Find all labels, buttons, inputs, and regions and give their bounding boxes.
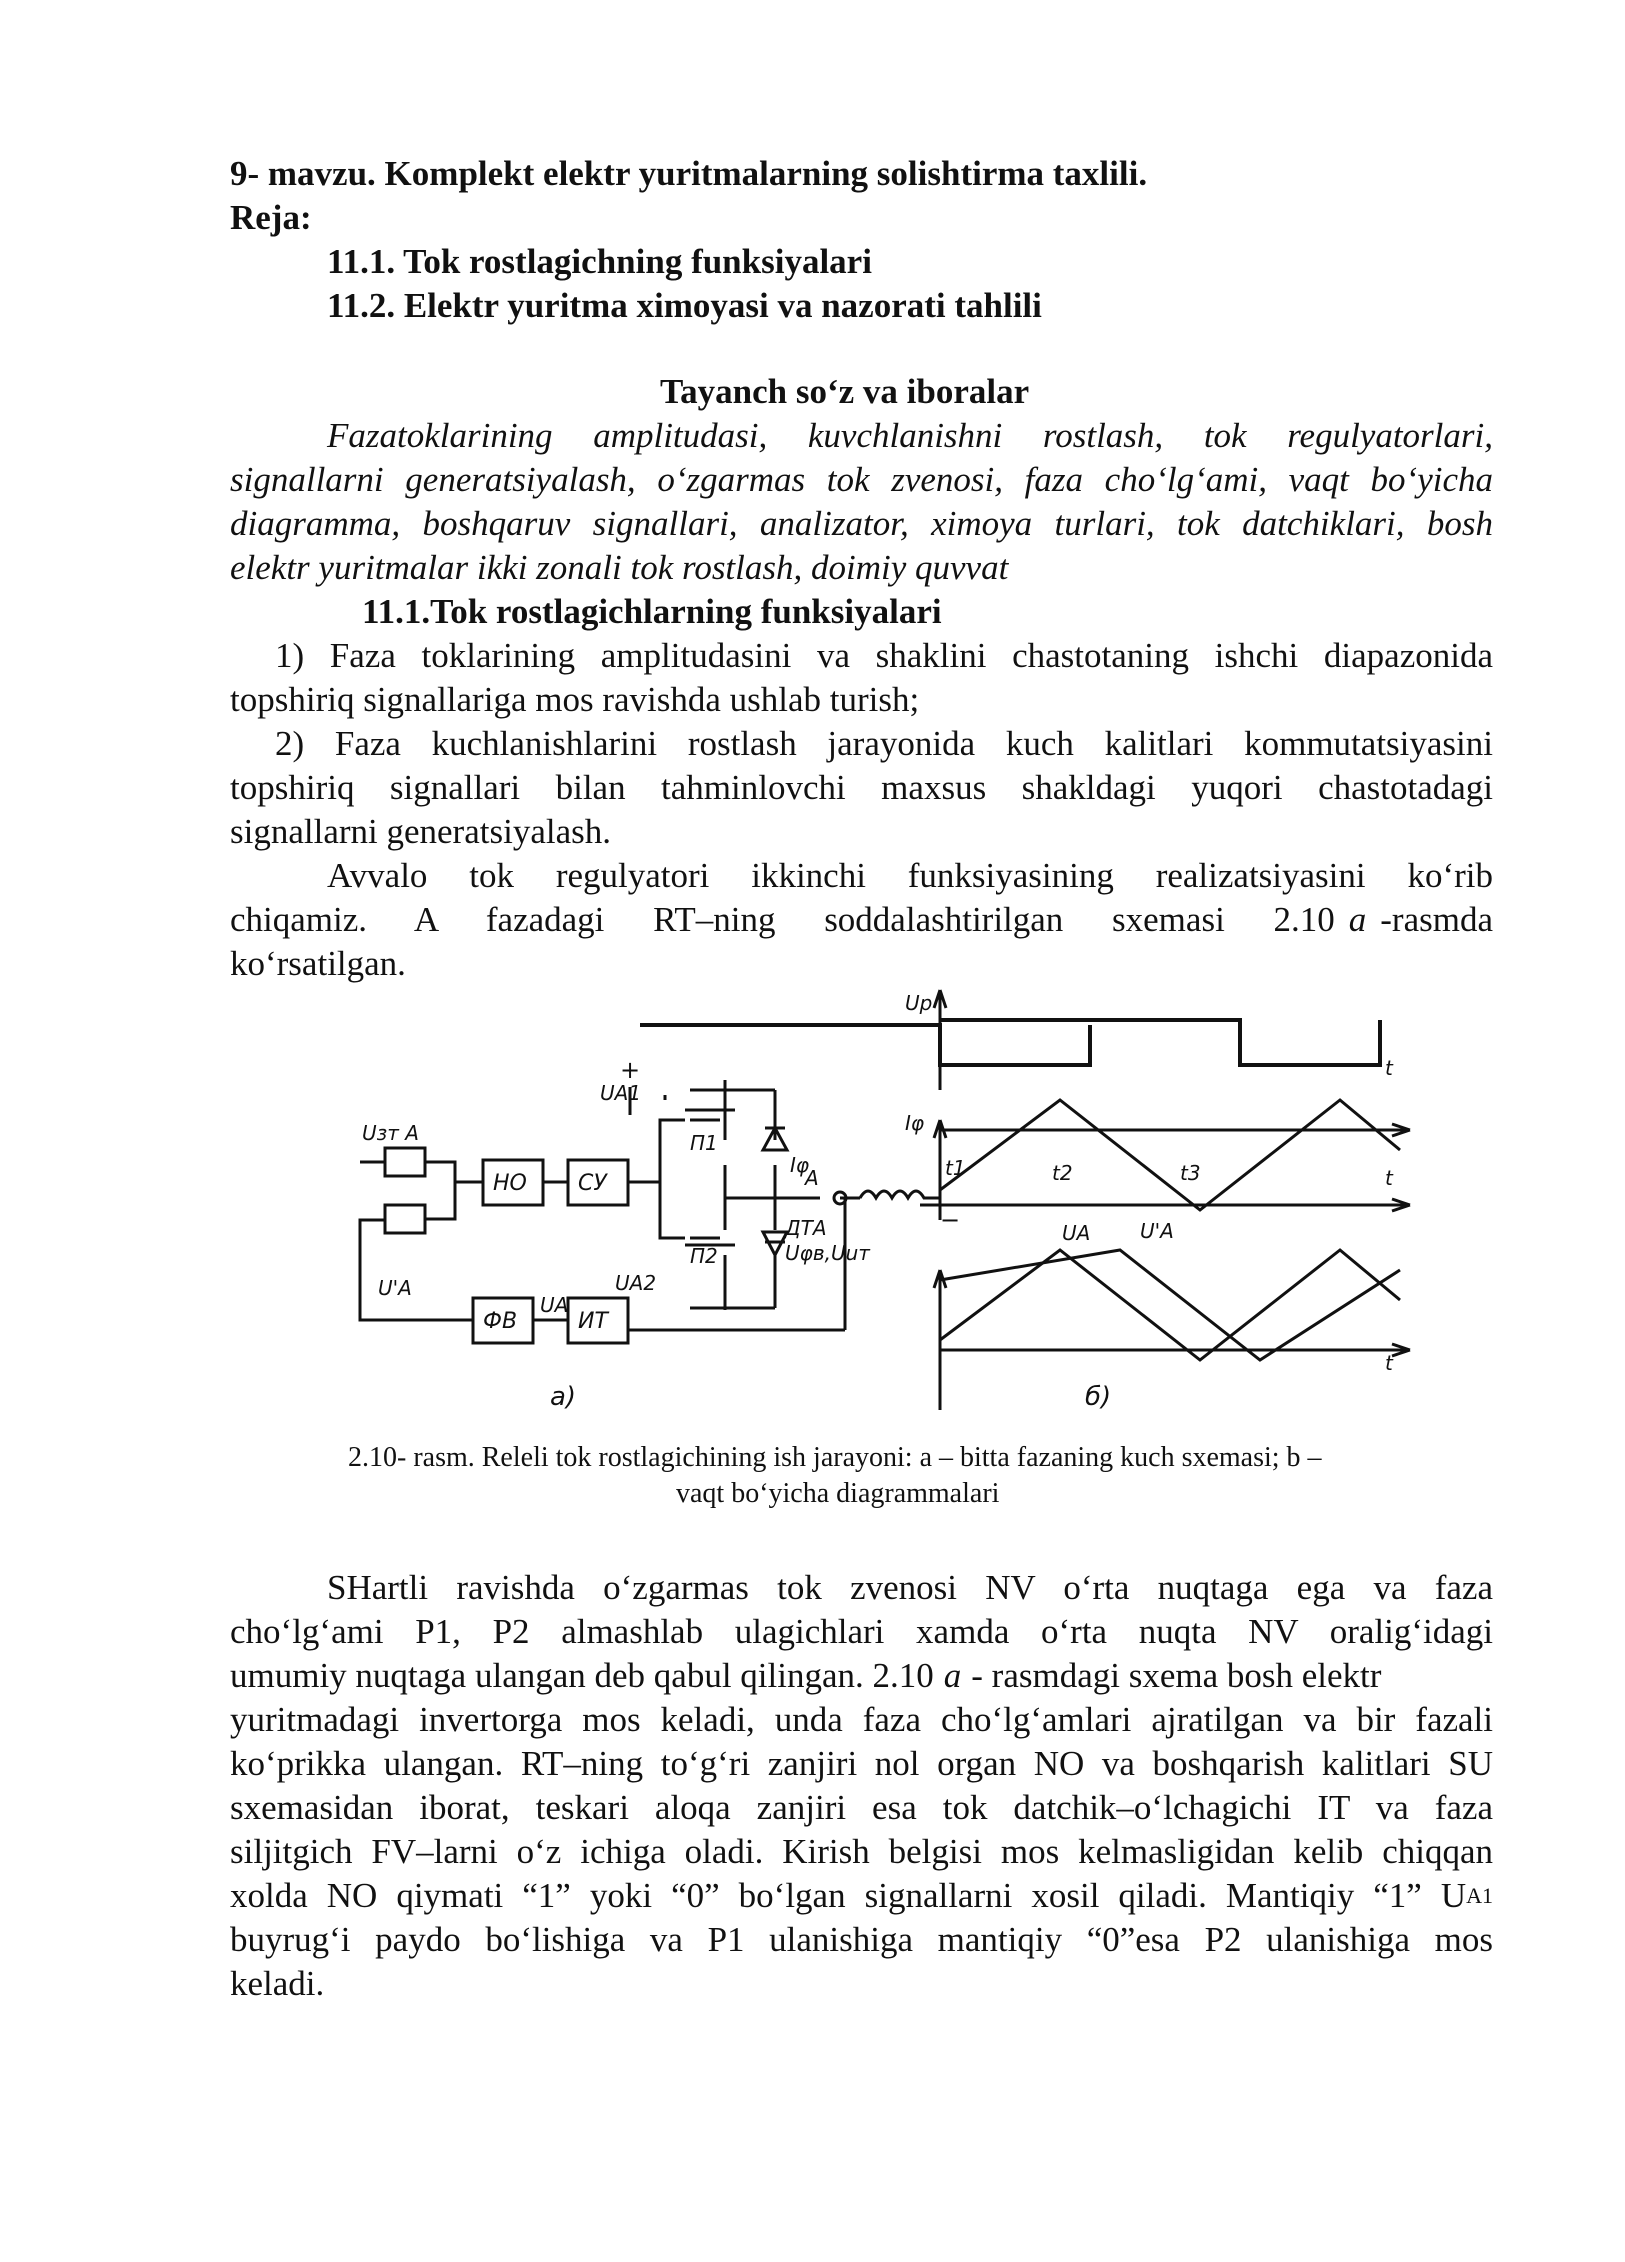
section-line: Avvalo tok regulyatori ikkinchi funksiyasining realizatsiyasini ko‘rib xyxy=(327,856,1493,895)
keywords-title: Tayanch so‘z va iboralar xyxy=(660,372,1030,411)
section-line: topshiriq signallari bilan tahminlovchi maxsus shakldagi yuqori chastotadagi xyxy=(230,768,1493,807)
section-line: 2) Faza kuchlanishlarini rostlash jarayonida kuch kalitlari kommutatsiyasini xyxy=(275,724,1493,763)
body-line: sxemasidan iborat, teskari aloqa zanjiri esa tok datchik–o‘lchagichi IT va faza xyxy=(230,1788,1493,1827)
fv-block-label: ФВ xyxy=(483,1309,518,1334)
figure-ref-tail: -rasmda xyxy=(1380,900,1493,939)
su-block-label: СУ xyxy=(578,1171,607,1196)
body-line-text: xolda NO qiymati “1” yoki “0” bo‘lgan signallarni xosil qiladi. Mantiqiy “1” U xyxy=(230,1876,1467,1915)
uphi-label: Uφв,Uuт xyxy=(785,1241,870,1265)
a-label: A xyxy=(805,1166,819,1190)
p2-label: П2 xyxy=(690,1244,718,1268)
minus-sign: − xyxy=(940,1206,961,1234)
iphi-axis-label: Iφ xyxy=(905,1111,925,1135)
section-line-text: chiqamiz. A fazadagi RT–ning soddalashtirilgan sxemasi 2.10 xyxy=(230,900,1335,939)
body-line: ko‘prikka ulangan. RT–ning to‘g‘ri zanjiri nol organ NO va boshqarish kalitlari SU xyxy=(230,1744,1493,1783)
body-line: SHartli ravishda o‘zgarmas tok zvenosi NV o‘rta nuqtaga ega va faza xyxy=(327,1568,1493,1607)
topic-title: 9- mavzu. Komplekt elektr yuritmalarning solishtirma taxlili. xyxy=(230,154,1148,193)
ua2-label: UA2 xyxy=(615,1271,657,1295)
dta-label: ДТА xyxy=(785,1216,827,1240)
subscript: A1 xyxy=(1466,1883,1493,1908)
no-block-label: НО xyxy=(493,1171,527,1196)
keywords-line: Fazatoklarining amplitudasi, kuvchlanishni rostlash, tok regulyatorlari, xyxy=(327,416,1493,455)
figure-ref-tail: - rasmdagi sxema bosh elektr xyxy=(971,1656,1382,1695)
body-line: siljitgich FV–larni o‘z ichiga oladi. Kirish belgisi mos kelmasligidan kelib chiqqan xyxy=(230,1832,1493,1871)
section-title: 11.1.Tok rostlagichlarning funksiyalari xyxy=(362,592,942,631)
body-line: keladi. xyxy=(230,1964,325,2003)
figure-svg xyxy=(340,980,1393,1420)
input-resistor xyxy=(385,1148,425,1176)
section-line: ko‘rsatilgan. xyxy=(230,944,406,983)
up-axis-label: Up xyxy=(905,991,933,1015)
figure-caption: vaqt bo‘yicha diagrammalari xyxy=(676,1478,1000,1509)
ua-circuit-label: UA xyxy=(540,1293,569,1317)
part-a-label: а) xyxy=(550,1382,577,1412)
keywords-line: diagramma, boshqaruv signallari, analizator, ximoya turlari, tok datchiklari, bosh xyxy=(230,504,1493,543)
ua-prime-circuit-label: U'A xyxy=(378,1276,412,1300)
section-line: topshiriq signallariga mos ravishda ushlab turish; xyxy=(230,680,920,719)
body-line xyxy=(230,1874,1493,1918)
plus-sign: + xyxy=(620,1056,641,1084)
section-line: 1) Faza toklarining amplitudasini va shaklini chastotaning ishchi diapazonida xyxy=(275,636,1493,675)
i-phi-label: Iφ xyxy=(790,1153,810,1177)
p1-label: П1 xyxy=(690,1131,718,1155)
figure-caption: 2.10- rasm. Releli tok rostlagichining ish jarayoni: a – bitta fazaning kuch sxemasi; b – xyxy=(348,1442,1322,1473)
plan-item: 11.2. Elektr yuritma ximoyasi va nazorati tahlili xyxy=(327,286,1042,325)
ua-prime-diagram-label: U'A xyxy=(1140,1219,1174,1243)
t-axis-label: t xyxy=(1385,1056,1393,1080)
t-axis-label: t xyxy=(1385,1166,1393,1190)
input-label: Uзт A xyxy=(362,1121,419,1145)
body-line: cho‘lg‘ami P1, P2 almashlab ulagichlari xamda o‘rta nuqta NV oralig‘idagi xyxy=(230,1612,1493,1651)
t3-label: t3 xyxy=(1180,1161,1201,1185)
figure-ref: a xyxy=(943,1656,962,1695)
body-line: yuritmadagi invertorga mos keladi, unda faza cho‘lg‘amlari ajratilgan va bir fazali xyxy=(230,1700,1493,1739)
plan-label: Reja: xyxy=(230,198,312,237)
figure-ref: a xyxy=(1348,900,1367,939)
ua-diagram-label: UA xyxy=(1062,1221,1091,1245)
t2-label: t2 xyxy=(1052,1161,1073,1185)
section-line: signallarni generatsiyalash. xyxy=(230,812,611,851)
feedback-resistor xyxy=(385,1205,425,1233)
section-line xyxy=(230,898,1493,942)
body-line: buyrug‘i paydo bo‘lishiga va P1 ulanishiga mantiqiy “0”esa P2 ulanishiga mos xyxy=(230,1920,1493,1959)
figure-2-10 xyxy=(340,980,1393,1420)
body-line-text: umumiy nuqtaga ulangan deb qabul qilingan. 2.10 xyxy=(230,1656,934,1695)
t-axis-label: t xyxy=(1385,1351,1393,1375)
body-line xyxy=(230,1654,1493,1698)
keywords-line: signallarni generatsiyalash, o‘zgarmas tok zvenosi, faza cho‘lg‘ami, vaqt bo‘yicha xyxy=(230,460,1493,499)
keywords-line: elektr yuritmalar ikki zonali tok rostlash, doimiy quvvat xyxy=(230,548,1009,587)
t1-label: t1 xyxy=(945,1156,966,1180)
ua1-label: UA1 xyxy=(600,1081,642,1105)
it-block-label: ИТ xyxy=(578,1309,608,1334)
plan-item: 11.1. Tok rostlagichning funksiyalari xyxy=(327,242,872,281)
part-b-label: б) xyxy=(1085,1382,1112,1412)
